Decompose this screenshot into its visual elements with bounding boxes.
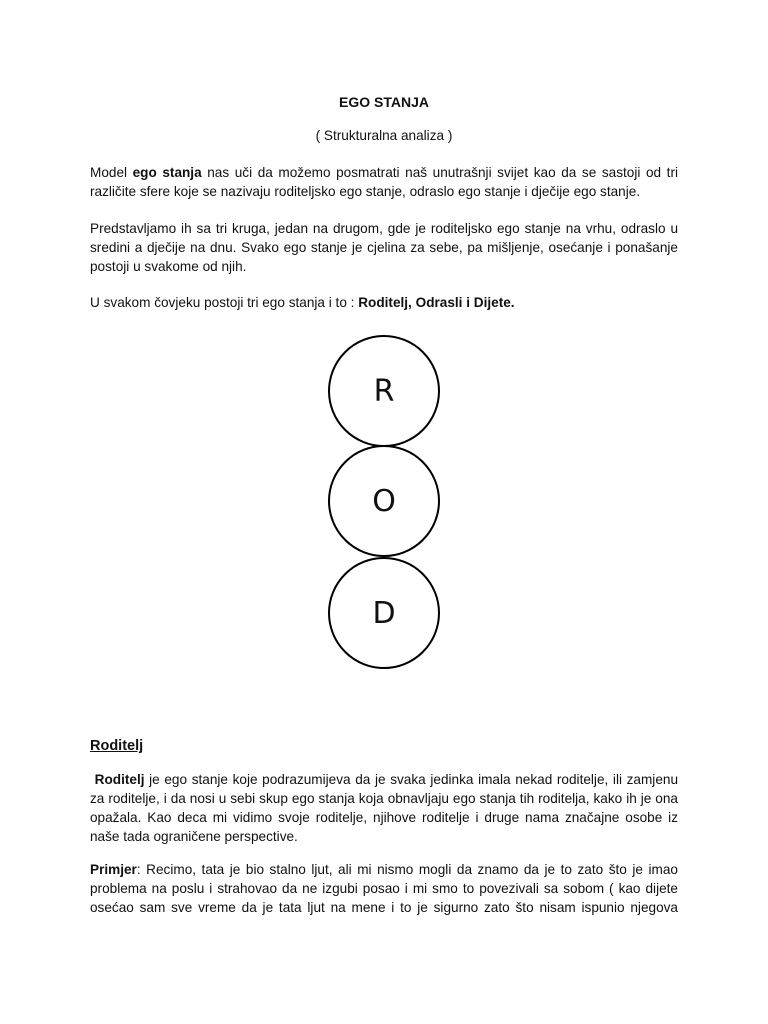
circle-letter-o: O xyxy=(372,484,396,519)
ego-states-prefix: U svakom čovjeku postoji tri ego stanja i to : xyxy=(90,295,359,310)
roditelj-rest: je ego stanje koje podrazumijeva da je svaka jedinka imala nekad roditelje, ili zamjenu za roditelje, i da nosi u sebi skup ego stanja koja obnavljaju ego stanja tih roditelja, kako ih je ona opažala. Kao deca mi vidimo svoje roditelje, njihove roditelje i druge nama značajne osobe iz naše tada ograničene perspective. xyxy=(90,772,679,844)
intro-paragraph xyxy=(90,163,678,201)
intro-prefix: Model xyxy=(90,165,133,180)
primjer-paragraph xyxy=(90,860,678,917)
circle-roditelj xyxy=(329,336,439,446)
circle-odrasli xyxy=(329,446,439,556)
circle-letter-d: D xyxy=(372,596,396,631)
document-title: EGO STANJA xyxy=(339,94,429,110)
intro-bold-term: ego stanja xyxy=(132,165,202,180)
circles-paragraph: Predstavljamo ih sa tri kruga, jedan na drugom, gde je roditeljsko ego stanje na vrhu, odraslo u sredini a dječije na dnu. Svako ego stanje je cjelina za sebe, pa mišljenje, osećanje i ponašanje postoji u svakome od njih. xyxy=(90,221,678,274)
ego-states-diagram xyxy=(318,330,450,680)
section-heading-roditelj: Roditelj xyxy=(90,738,144,754)
intro-rest: nas uči da možemo posmatrati naš unutrašnji svijet kao da se sastoji od tri različite sfere koje se nazivaju roditeljsko ego stanje, odraslo ego stanje i dječije ego stanje. xyxy=(90,165,678,199)
document-subtitle: ( Strukturalna analiza ) xyxy=(315,128,453,143)
primjer-rest: : Recimo, tata je bio stalno ljut, ali mi nismo mogli da znamo da je to zato što je imao problema na poslu i strahovao da ne izgubi posao i mi smo to povezivali sa sobom ( kao dijete osećao sam sve vreme da je tata ljut na mene i to je sigurno zato što nisam ispunio njegova xyxy=(90,862,678,915)
ego-states-bold: Roditelj, Odrasli i Dijete. xyxy=(358,295,515,310)
roditelj-paragraph xyxy=(90,770,678,846)
circle-letter-r: R xyxy=(373,374,395,409)
circle-dijete xyxy=(329,558,439,668)
roditelj-bold: Roditelj xyxy=(94,772,145,787)
ego-states-paragraph xyxy=(90,293,678,312)
primjer-bold: Primjer xyxy=(90,862,137,877)
